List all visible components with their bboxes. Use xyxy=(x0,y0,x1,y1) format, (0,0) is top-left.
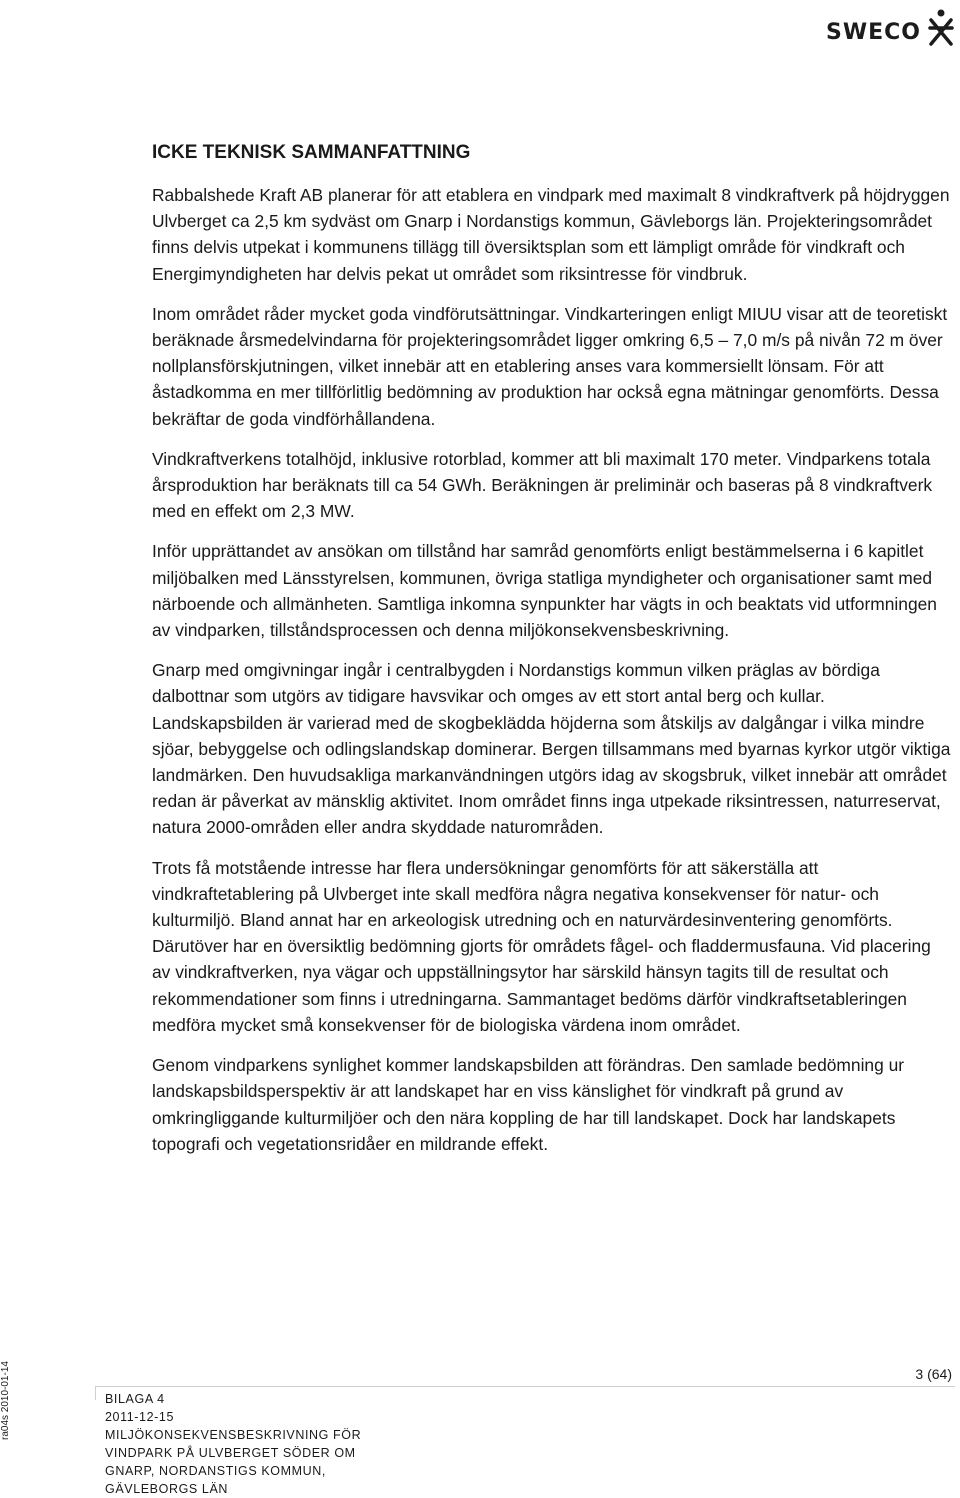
footer-line-municipality: GNARP, NORDANSTIGS KOMMUN, xyxy=(105,1464,326,1478)
footer-line-project: VINDPARK PÅ ULVBERGET SÖDER OM xyxy=(105,1446,356,1460)
document-title: ICKE TEKNISK SAMMANFATTNING xyxy=(152,142,471,163)
page-number: 3 (64) xyxy=(915,1366,952,1382)
footer-info xyxy=(105,1390,361,1498)
footer-divider-tick xyxy=(95,1386,96,1400)
sweco-logo-mark-icon xyxy=(926,8,956,48)
paragraph-landscape: Gnarp med omgivningar ingår i centralbygden i Nordanstigs kommun vilken präglas av bördiga dalbottnar som utgörs av tidigare havsvikar och omges av ett stort antal berg och kullar. Landskapsbilden är varierad med de skogbeklädda höjderna som åtskiljs av dalgångar i vilka mindre sjöar, bebyggelse och odlingslandskap dominerar. Bergen tillsammans med byarnas kyrkor utgör viktiga landmärken. Den huvudsakliga markanvändningen utgörs idag av skogsbruk, vilket innebär att området redan är påverkat av mänsklig aktivitet. Inom området finns inga utpekade riksintressen, naturreservat, natura 2000-områden eller andra skyddade naturområden. xyxy=(152,660,951,838)
paragraph-production: Vindkraftverkens totalhöjd, inklusive rotorblad, kommer att bli maximalt 170 meter. Vindparkens totala årsproduktion har beräknats till ca 54 GWh. Beräkningen är preliminär och baseras på 8 vindkraftverk med en effekt om 2,3 MW. xyxy=(152,448,933,522)
document-body xyxy=(152,140,952,1171)
paragraph-intro: Rabbalshede Kraft AB planerar för att etablera en vindpark med maximalt 8 vindkraftverk på höjdryggen Ulvberget ca 2,5 km sydväst om Gnarp i Nordanstigs kommun, Gävleborgs län. Projekteringsområdet finns delvis utpekat i kommunens tillägg till översiktsplan som ett lämpligt område för vindkraft och Energimyndigheten har delvis pekat ut området som riksintresse för vindbruk. xyxy=(152,185,950,284)
footer-line-doc-title: MILJÖKONSEKVENSBESKRIVNING FÖR xyxy=(105,1428,362,1442)
paragraph-consultation: Inför upprättandet av ansökan om tillstånd har samråd genomförts enligt bestämmelserna i 6 kapitlet miljöbalken med Länsstyrelsen, kommunen, övriga statliga myndigheter och organisationer samt med närboende och allmänheten. Samtliga inkomna synpunkter har vägts in och beaktats vid utformningen av vindparken, tillståndsprocessen och denna miljökonsekvensbeskrivning. xyxy=(152,541,937,641)
logo-text: SWECO xyxy=(826,20,921,45)
footer-divider xyxy=(95,1386,955,1387)
paragraph-wind-conditions: Inom området råder mycket goda vindförutsättningar. Vindkarteringen enligt MIUU visar att de teoretiskt beräknade årsmedelvindarna för projekteringsområdet ligger omkring 6,5 – 7,0 m/s på nivån 72 m över nollplansförskjutningen, vilket innebär att en etablering anses vara kommersiellt lönsam. För att åstadkomma en mer tillförlitlig bedömning av produktion har också egna mätningar genomförts. Dessa bekräftar de goda vindförhållandena. xyxy=(152,303,948,429)
paragraph-nature: Trots få motstående intresse har flera undersökningar genomförts för att säkerställa att vindkraftetablering på Ulvberget inte skall medföra några negativa konsekvenser för natur- och kulturmiljö. Bland annat har en arkeologisk utredning och en naturvärdesinventering genomförts. Därutöver har en översiktlig bedömning gjorts för områdets fågel- och fladdermusfauna. Vid placering av vindkraftverken, nya vägar och uppställningsytor har särskild hänsyn tagits till de resultat och rekommendationer som finns i utredningarna. Sammantaget bedöms därför vindkraftsetableringen medföra mycket små konsekvenser för de biologiska värdena inom området. xyxy=(152,857,931,1035)
footer-line-county: GÄVLEBORGS LÄN xyxy=(105,1482,229,1496)
paragraph-visibility: Genom vindparkens synlighet kommer landskapsbilden att förändras. Den samlade bedömning ur landskapsbildsperspektiv är att landskapet har en viss känslighet för vindkraft på grund av omkringliggande kulturmiljöer och den nära koppling de har till landskapet. Dock har landskapets topografi och vegetationsridåer en mildrande effekt. xyxy=(152,1055,905,1154)
template-code: ra04s 2010-01-14 xyxy=(0,1361,11,1440)
footer-line-date: 2011-12-15 xyxy=(105,1410,175,1424)
footer-line-attachment: BILAGA 4 xyxy=(105,1392,165,1406)
sweco-logo xyxy=(826,8,956,48)
